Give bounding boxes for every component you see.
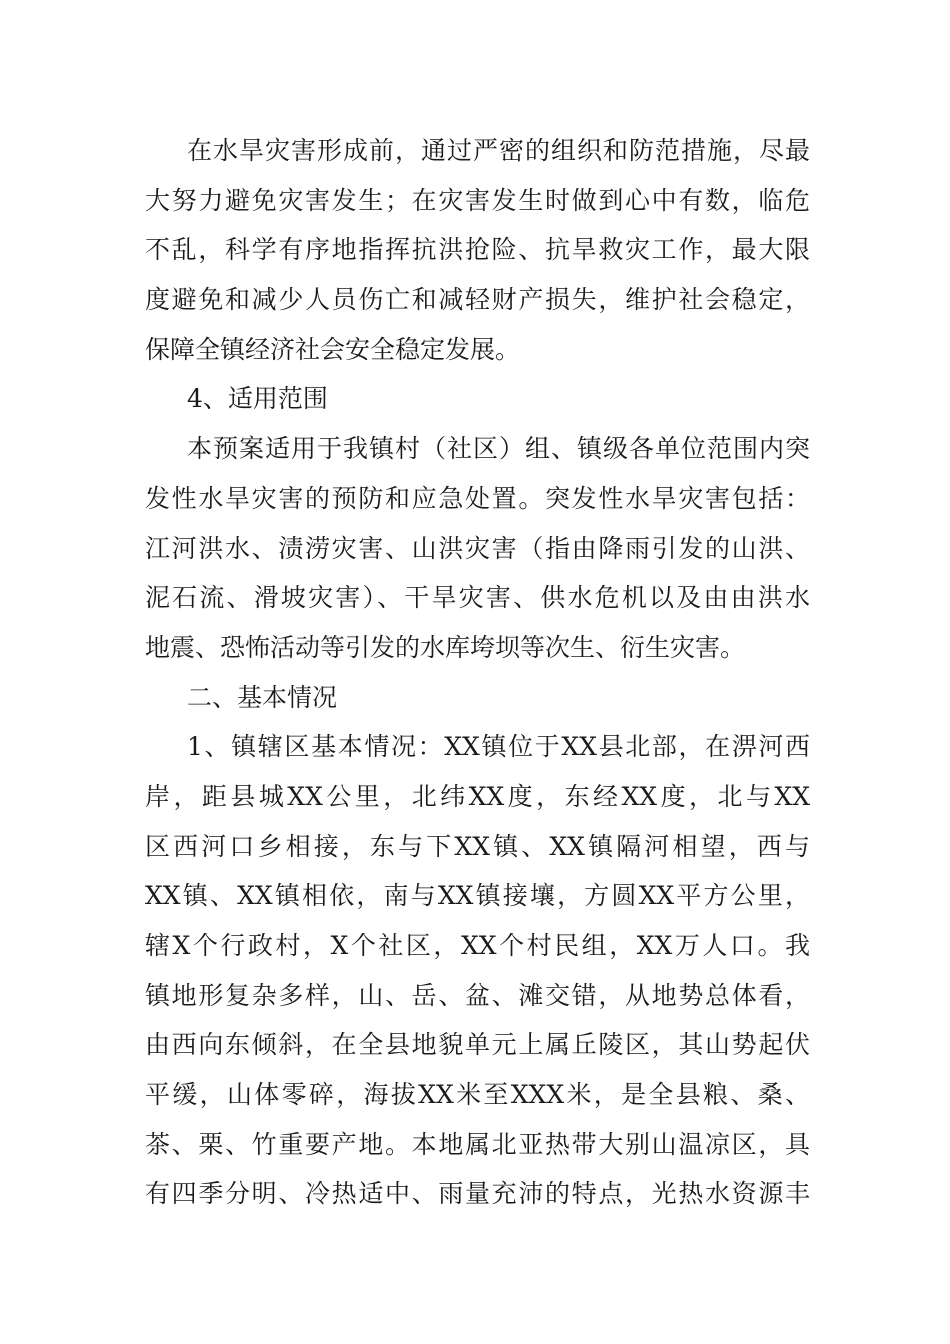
paragraph-line: 发性水旱灾害的预防和应急处置。突发性水旱灾害包括： xyxy=(145,483,810,513)
paragraph-line: 在水旱灾害形成前，通过严密的组织和防范措施，尽最 xyxy=(187,136,810,165)
paragraph-line: 有四季分明、冷热适中、雨量充沛的特点，光热水资源丰 xyxy=(145,1179,810,1209)
paragraph-line: 地震、恐怖活动等引发的水库垮坝等次生、衍生灾害。 xyxy=(145,632,746,662)
paragraph-line: 保障全镇经济社会安全稳定发展。 xyxy=(145,334,521,364)
paragraph-line: 区西河口乡相接，东与下XX镇、XX镇隔河相望，西与 xyxy=(145,831,810,861)
paragraph-line: XX镇、XX镇相依，南与XX镇接壤，方圆XX平方公里， xyxy=(145,881,810,911)
paragraph-line: 度避免和减少人员伤亡和减轻财产损失，维护社会稳定， xyxy=(145,285,810,315)
paragraph-line: 不乱，科学有序地指挥抗洪抢险、抗旱救灾工作，最大限 xyxy=(145,235,810,265)
paragraph-line: 由西向东倾斜，在全县地貌单元上属丘陵区，其山势起伏 xyxy=(145,1030,810,1060)
paragraph-line: 江河洪水、渍涝灾害、山洪灾害（指由降雨引发的山洪、 xyxy=(145,533,810,563)
paragraph-line: 本预案适用于我镇村（社区）组、镇级各单位范围内突 xyxy=(187,434,810,464)
paragraph-line: 茶、栗、竹重要产地。本地属北亚热带大别山温凉区，具 xyxy=(145,1129,810,1159)
paragraph-line: 镇地形复杂多样，山、岳、盆、滩交错，从地势总体看， xyxy=(145,980,810,1010)
document-body xyxy=(145,126,810,1219)
paragraph-line: 大努力避免灾害发生；在灾害发生时做到心中有数，临危 xyxy=(145,185,810,215)
paragraph-line: 辖X个行政村，X个社区，XX个村民组，XX万人口。我 xyxy=(145,931,810,960)
section-heading-scope: 4、适用范围 xyxy=(187,384,328,414)
paragraph-line: 泥石流、滑坡灾害）、干旱灾害、供水危机以及由由洪水 xyxy=(145,583,810,613)
paragraph-line: 岸，距县城XX公里，北纬XX度，东经XX度，北与XX xyxy=(145,781,810,811)
paragraph-line: 1、镇辖区基本情况：XX镇位于XX县北部，在淠河西 xyxy=(187,732,810,762)
section-heading-basic-info: 二、基本情况 xyxy=(187,682,338,712)
paragraph-line: 平缓，山体零碎，海拔XX米至XXX米，是全县粮、桑、 xyxy=(145,1080,810,1110)
